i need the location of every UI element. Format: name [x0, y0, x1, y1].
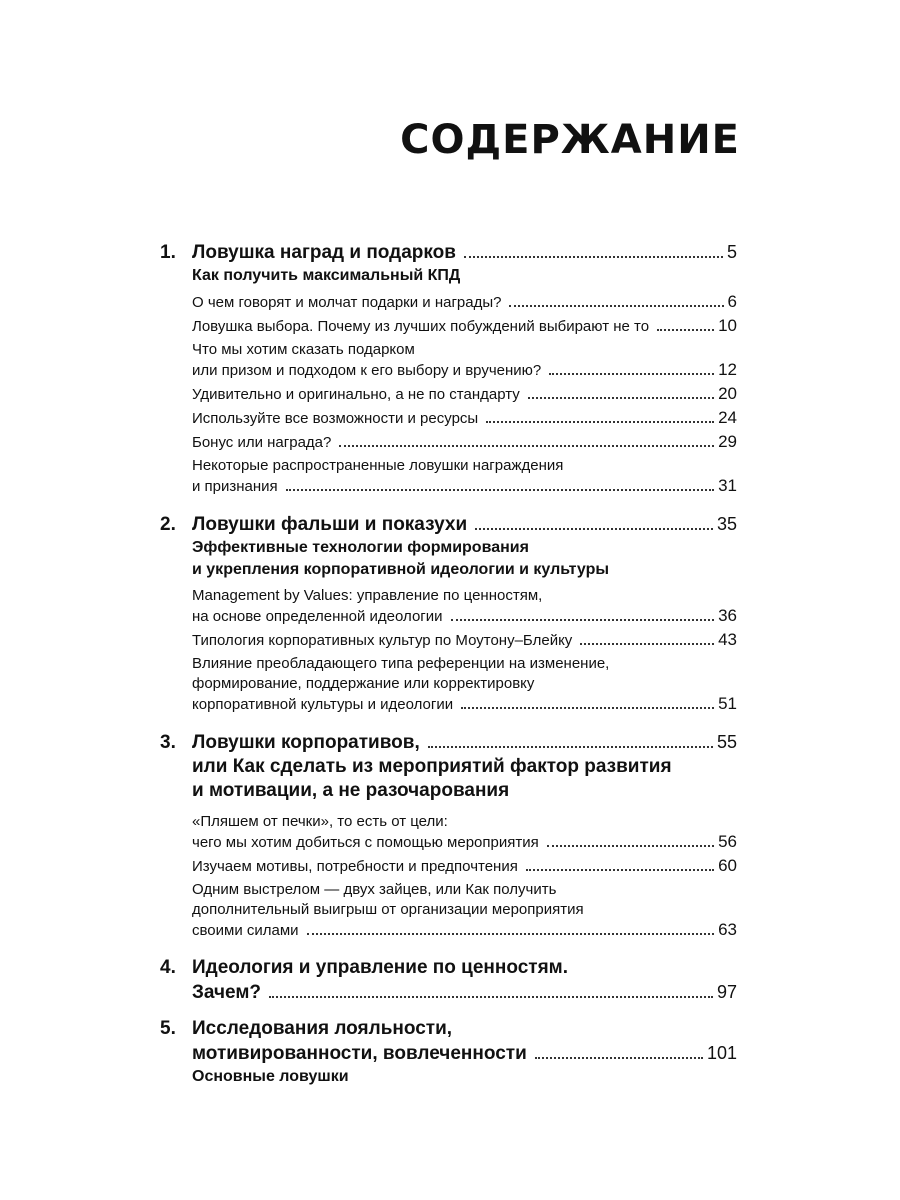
table-of-contents	[160, 240, 737, 1088]
page-number: 60	[718, 856, 737, 875]
toc-section[interactable]	[192, 654, 737, 715]
dot-leader	[464, 256, 723, 258]
dot-leader	[428, 746, 713, 748]
page-number: 24	[718, 408, 737, 427]
page-number: 5	[726, 242, 737, 262]
chapter-title: Ловушка наград и подарков	[192, 242, 456, 263]
page-number: 10	[718, 316, 737, 335]
chapter-subtitle: и укрепления корпоративной идеологии и культуры	[192, 561, 610, 578]
page-number: 56	[718, 832, 737, 851]
chapter-title: Ловушки корпоративов,	[192, 732, 420, 753]
chapter-number: 1.	[160, 242, 176, 263]
toc-entry[interactable]	[192, 240, 737, 265]
chapter-title-line: Исследования лояльности,	[192, 1018, 453, 1039]
toc-entry[interactable]	[192, 980, 737, 1005]
page-number: 31	[718, 476, 737, 495]
chapter-subtitle: Как получить максимальный КПД	[192, 267, 461, 284]
section-title-line: Влияние преобладающего типа референции на изменение,	[192, 655, 610, 672]
section-list	[192, 292, 737, 497]
section-title: на основе определенной идеологии	[192, 608, 443, 625]
section-title: своими силами	[192, 922, 299, 939]
dot-leader	[307, 933, 715, 935]
section-title: Изучаем мотивы, потребности и предпочтения	[192, 858, 518, 875]
chapter-title: мотивированности, вовлеченности	[192, 1043, 527, 1064]
page-number: 97	[716, 982, 737, 1002]
chapter-number: 5.	[160, 1018, 176, 1039]
toc-section[interactable]	[192, 384, 737, 405]
page-number: 43	[718, 630, 737, 649]
section-title: и признания	[192, 478, 278, 495]
dot-leader	[549, 373, 714, 375]
dot-leader	[286, 489, 714, 491]
section-title-line: Одним выстрелом — двух зайцев, или Как получить	[192, 881, 557, 898]
page-number: 12	[718, 360, 737, 379]
page-number: 29	[718, 432, 737, 451]
toc-section[interactable]	[192, 812, 737, 853]
dot-leader	[528, 397, 714, 399]
chapter-title: Зачем?	[192, 982, 262, 1003]
chapter-number: 2.	[160, 514, 176, 535]
dot-leader	[461, 707, 714, 709]
chapter-1	[160, 240, 737, 497]
chapter-subtitle: Основные ловушки	[192, 1068, 349, 1085]
dot-leader	[509, 305, 723, 307]
dot-leader	[486, 421, 714, 423]
toc-entry[interactable]	[192, 730, 737, 755]
chapter-3	[160, 730, 737, 941]
page-number: 35	[716, 514, 737, 534]
section-title: корпоративной культуры и идеологии	[192, 696, 454, 713]
toc-section[interactable]	[192, 630, 737, 651]
chapter-2	[160, 512, 737, 715]
chapter-title-line: Идеология и управление по ценностям.	[192, 957, 569, 978]
section-title: Используйте все возможности и ресурсы	[192, 410, 479, 427]
page-number: 55	[716, 732, 737, 752]
dot-leader	[535, 1057, 703, 1059]
toc-section[interactable]	[192, 586, 737, 627]
toc-section[interactable]	[192, 316, 737, 337]
section-title: Бонус или награда?	[192, 434, 332, 451]
page-number: 101	[706, 1043, 737, 1063]
page-number: 6	[727, 292, 737, 311]
section-title-line: Что мы хотим сказать подарком	[192, 341, 415, 358]
section-title-line: «Пляшем от печки», то есть от цели:	[192, 813, 448, 830]
dot-leader	[526, 869, 714, 871]
section-title-line: Некоторые распространенные ловушки награждения	[192, 457, 564, 474]
section-title: Типология корпоративных культур по Моутону–Блейку	[192, 632, 573, 649]
dot-leader	[547, 845, 714, 847]
section-title: чего мы хотим добиться с помощью мероприятия	[192, 834, 539, 851]
dot-leader	[657, 329, 714, 331]
page-number: 36	[718, 606, 737, 625]
page-number: 20	[718, 384, 737, 403]
chapter-title: Ловушки фальши и показухи	[192, 514, 468, 535]
chapter-title-line: и мотивации, а не разочарования	[192, 780, 510, 801]
dot-leader	[269, 996, 713, 998]
toc-section[interactable]	[192, 856, 737, 877]
page-number: 63	[718, 920, 737, 939]
dot-leader	[475, 528, 713, 530]
section-title-line: Management by Values: управление по ценностям,	[192, 587, 543, 604]
dot-leader	[451, 619, 715, 621]
chapter-number: 4.	[160, 957, 176, 978]
section-title-line: формирование, поддержание или корректировку	[192, 675, 535, 692]
toc-section[interactable]	[192, 880, 737, 941]
toc-section[interactable]	[192, 292, 737, 313]
section-title: Ловушка выбора. Почему из лучших побуждений выбирают не то	[192, 318, 650, 335]
page-number: 51	[718, 694, 737, 713]
toc-section[interactable]	[192, 432, 737, 453]
section-title-line: дополнительный выигрыш от организации мероприятия	[192, 901, 584, 918]
chapter-number: 3.	[160, 732, 176, 753]
chapter-subtitle: Эффективные технологии формирования	[192, 539, 529, 556]
toc-entry[interactable]	[192, 512, 737, 537]
section-title: О чем говорят и молчат подарки и награды?	[192, 294, 502, 311]
toc-entry[interactable]	[192, 1041, 737, 1066]
dot-leader	[339, 445, 714, 447]
toc-section[interactable]	[192, 408, 737, 429]
section-title: или призом и подходом к его выбору и вручению?	[192, 362, 542, 379]
chapter-4	[160, 956, 737, 1005]
toc-section[interactable]	[192, 456, 737, 497]
dot-leader	[580, 643, 714, 645]
toc-section[interactable]	[192, 340, 737, 381]
chapter-5	[160, 1017, 737, 1088]
section-list	[192, 812, 737, 941]
section-title: Удивительно и оригинально, а не по стандарту	[192, 386, 520, 403]
section-list	[192, 586, 737, 715]
chapter-title-line: или Как сделать из мероприятий фактор развития	[192, 756, 672, 777]
page-title: СОДЕРЖАНИЕ	[400, 117, 740, 163]
